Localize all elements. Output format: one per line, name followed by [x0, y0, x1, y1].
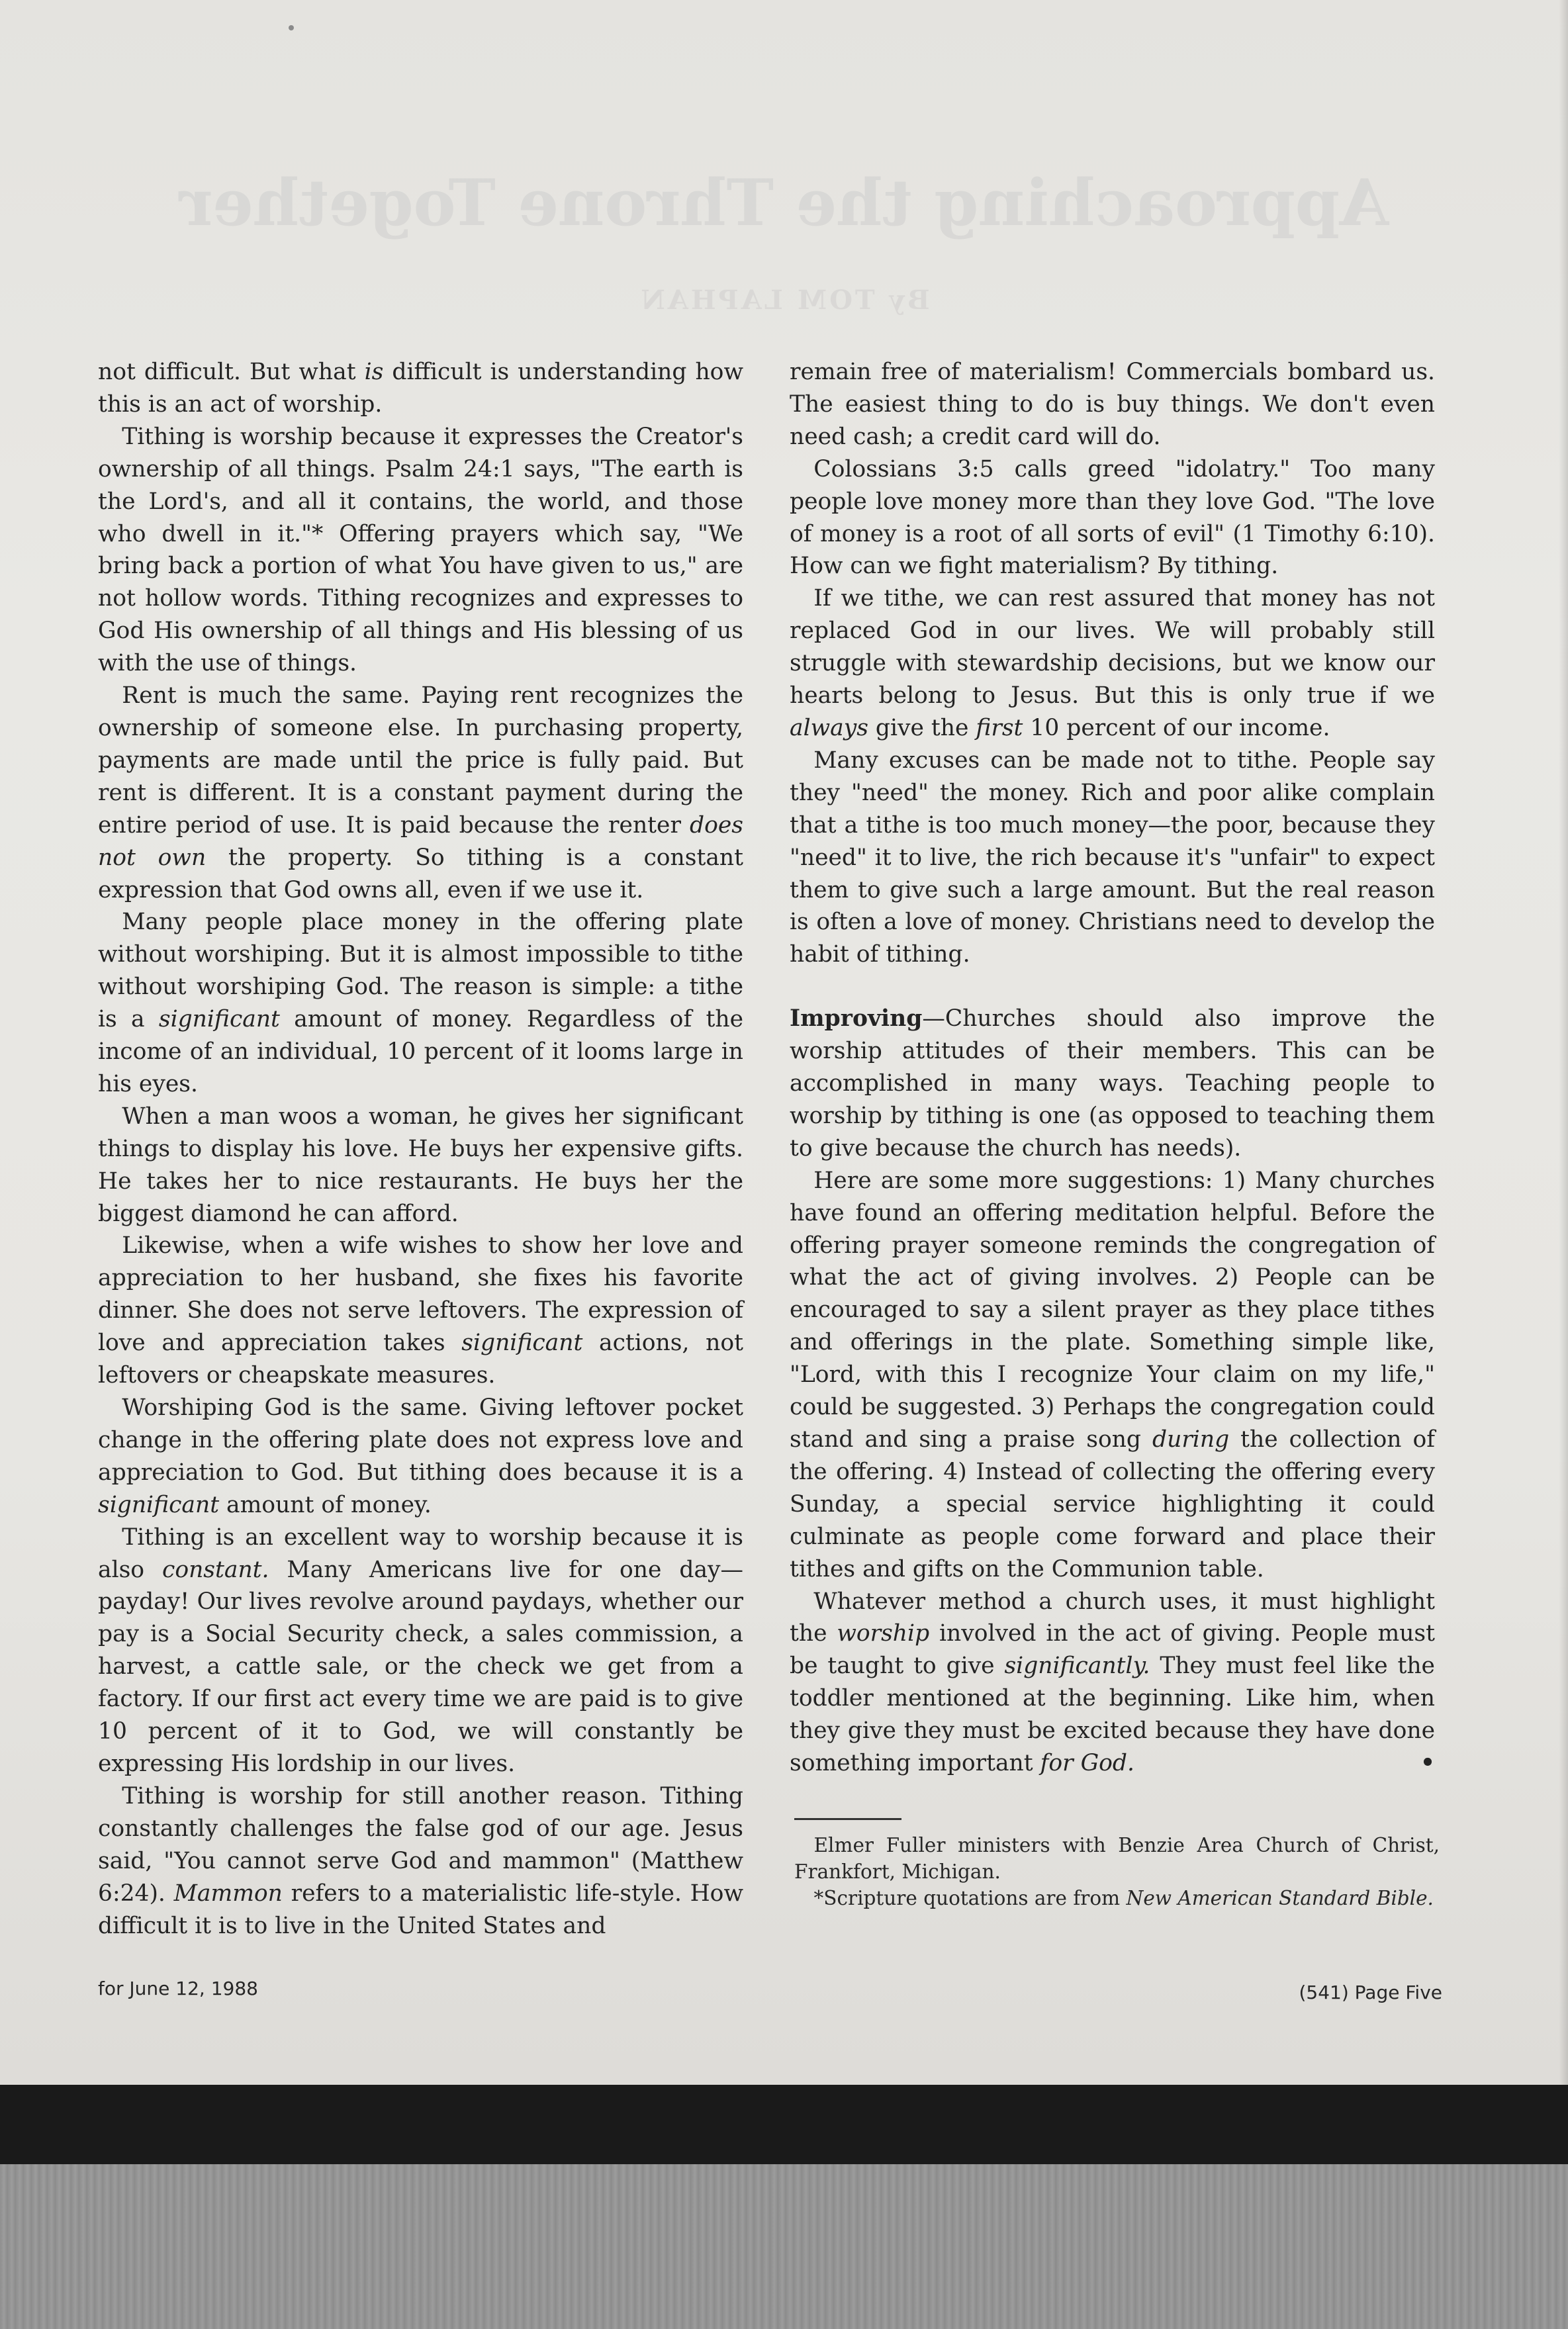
italic-emphasis: worship [837, 1620, 930, 1647]
right-column-paragraph: Many excuses can be made not to tithe. People say they "need" the money. Rich and poor alike complain that a tithe is too much money—the poor, because they "need" it to live, the rich because it's "unfair" to expect them to give such a large amount. But the real reason is often a love of money. Christians need to develop the habit of tithing. [790, 747, 1435, 968]
section-heading: Improving [790, 1005, 923, 1032]
table-surface [0, 2164, 1568, 2329]
left-column-paragraph: When a man woos a woman, he gives her significant things to display his love. He buys her expensive gifts. He takes her to nice restaurants. He buys her the biggest diamond he can afford. [98, 1103, 743, 1227]
left-column-paragraph: Worshiping God is the same. Giving leftover pocket change in the offering plate does not express love and appreciation to God. But tithing does because it is a significant amount of money. [98, 1394, 743, 1518]
right-column-paragraphs-before [790, 356, 1435, 971]
italic-emphasis: is [364, 359, 384, 385]
end-of-article-mark: • [1420, 1750, 1435, 1777]
left-text-column [98, 356, 743, 1942]
right-column-paragraph: If we tithe, we can rest assured that money has not replaced God in our lives. We will probably still struggle with stewardship decisions, but we know our hearts belong to Jesus. But this is only true if we always give the first 10 percent of our income. [790, 585, 1435, 741]
italic-emphasis: during [1152, 1426, 1230, 1453]
italic-emphasis: significant [158, 1006, 280, 1033]
section-lead-text: —Churches should also improve the worship attitudes of their members. This can be accomplished in many ways. Teaching people to worship by tithing is one (as opposed to teaching them to give because the church has needs). [790, 1005, 1435, 1162]
left-column-paragraph: not difficult. But what is difficult is understanding how this is an act of worship. [98, 359, 743, 418]
bleed-through-title: Approaching the Throne Together [179, 165, 1389, 240]
footnote: *Scripture quotations are from New American Standard Bible. [813, 1887, 1434, 1909]
italic-emphasis: first [976, 714, 1023, 741]
italic-emphasis: always [790, 714, 868, 741]
right-column-paragraph: remain free of materialism! Commercials bombard us. The easiest thing to do is buy things. We don't even need cash; a credit card will do. [790, 359, 1435, 450]
left-column-paragraph: Tithing is worship for still another reason. Tithing constantly challenges the false god of our age. Jesus said, "You cannot serve God and mammon" (Matthew 6:24). Mammon refers to a materialistic life-style. How difficult it is to live in the United States and [98, 1782, 743, 1939]
paper-speck [289, 25, 294, 30]
footnote: Elmer Fuller ministers with Benzie Area Church of Christ, Frankfort, Michigan. [794, 1834, 1440, 1883]
left-column-paragraph: Tithing is an excellent way to worship because it is also constant. Many Americans live for one day—payday! Our lives revolve around paydays, whether our pay is a Social Security check, a sales commission, a harvest, a cattle sale, or the check we get from a factory. If our first act every time we are paid is to give 10 percent of it to God, we will constantly be expressing His lordship in our lives. [98, 1524, 744, 1777]
italic-emphasis: significant [98, 1491, 220, 1518]
issue-date: for June 12, 1988 [98, 1978, 258, 1999]
italic-emphasis: does not own [98, 811, 743, 871]
italic-emphasis: Mammon [173, 1880, 283, 1907]
italic-emphasis: constant. [162, 1556, 269, 1583]
left-column-paragraph: Tithing is worship because it expresses the Creator's ownership of all things. Psalm 24:1 says, "The earth is the Lord's, and all it contains, the world, and those who dwell in it."* Offering prayers which say, "We bring back a portion of what You have given to us," are not hollow words. Tithing recognizes and expresses to God His ownership of all things and His blessing of us with the use of things. [98, 423, 743, 677]
page-edge-shadow [1559, 0, 1568, 2085]
page-number: (541) Page Five [1299, 1982, 1442, 2003]
section-paragraph-improving [790, 1003, 1435, 1165]
right-column-paragraph: Colossians 3:5 calls greed "idolatry." Too many people love money more than they love God. "The love of money is a root of all sorts of evil" (1 Timothy 6:10). How can we fight materialism? By tithing. [790, 455, 1435, 580]
italic-emphasis: significant [461, 1330, 583, 1357]
italic-emphasis: significantly. [1004, 1653, 1150, 1680]
italic-emphasis: New American Standard Bible. [1126, 1887, 1434, 1909]
right-column-paragraph: Here are some more suggestions: 1) Many churches have found an offering meditation helpful. Before the offering prayer someone reminds the congregation of what the act of giving involves. 2) People can be encouraged to say a silent prayer as they place tithes and offerings in the plate. Something simple like, "Lord, with this I recognize Your claim on my life," could be suggested. 3) Perhaps the congregation could stand and sing a praise song during the collection of the offering. 4) Instead of collecting the offering every Sunday, a special service highlighting it could culminate as people come forward and place their tithes and gifts on the Communion table. [790, 1167, 1435, 1582]
right-text-column [790, 356, 1435, 1780]
left-column-paragraph: Rent is much the same. Paying rent recognizes the ownership of someone else. In purchasing property, payments are made until the price is fully paid. But rent is different. It is a constant payment during the entire period of use. It is paid because the renter does not own the property. So tithing is a constant expression that God owns all, even if we use it. [98, 682, 743, 903]
left-column-paragraph: Likewise, when a wife wishes to show her love and appreciation to her husband, she fixes his favorite dinner. She does not serve leftovers. The expression of love and appreciation takes significant actions, not leftovers or cheapskate measures. [98, 1232, 743, 1389]
right-column-paragraph: Whatever method a church uses, it must highlight the worship involved in the act of giving. People must be taught to give significantly. They must feel like the toddler mentioned at the beginning. Like him, when they give they must be excited because they have done something important for God. • [790, 1586, 1435, 1780]
right-column-paragraphs-after [790, 1165, 1435, 1780]
footnote-rule [794, 1818, 901, 1820]
bleed-through-byline: By TOM LAPHAN [638, 285, 930, 316]
footnotes [794, 1832, 1440, 1911]
left-column-paragraph: Many people place money in the offering plate without worshiping. But it is almost impossible to tithe without worshiping God. The reason is simple: a tithe is a significant amount of money. Regardless of the income of an individual, 10 percent of it looms large in his eyes. [98, 909, 743, 1097]
italic-emphasis: for God. [1040, 1750, 1134, 1777]
